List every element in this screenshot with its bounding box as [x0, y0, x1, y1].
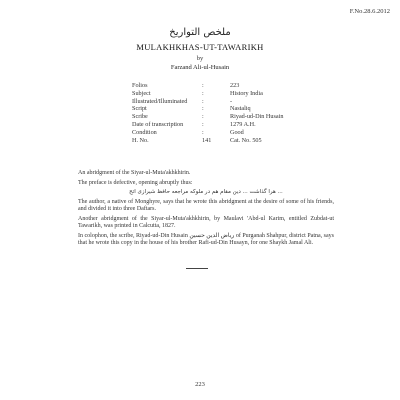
arabic-title: ملخص التواريخ [169, 27, 231, 38]
metadata-row [132, 105, 322, 113]
metadata-row [132, 129, 322, 137]
description-paragraph: An abridgment of the Siyar-ul-Muta'akhkhirin. [78, 170, 191, 176]
by-line: by [196, 55, 204, 62]
page-number: 223 [195, 381, 205, 388]
separator-line [186, 268, 208, 269]
metadata-colon: 141 [202, 136, 212, 144]
metadata-colon: : [202, 105, 204, 113]
description-paragraph: The author, a native of Monghyre, says that he wrote this abridgment at the desire of some of his friends, and divided it into three Daftars. [78, 198, 334, 212]
metadata-value: Riyad-ud-Din Husain [230, 113, 284, 121]
metadata-value: - [230, 97, 233, 105]
metadata-label: Date of transcription [132, 120, 184, 128]
metadata-row [132, 82, 322, 90]
metadata-value: Good [230, 128, 244, 136]
metadata-label: Subject [132, 89, 151, 97]
metadata-colon: : [202, 82, 204, 89]
metadata-row [132, 137, 322, 145]
metadata-value: History India [230, 89, 263, 97]
page-title: MULAKHKHAS-UT-TAWARIKH [136, 42, 264, 52]
description-paragraph: The preface is defective, opening abruptly thus: [78, 179, 193, 186]
metadata-label: Scribe [132, 113, 148, 121]
metadata-value: Cat. No. 505 [230, 136, 262, 144]
metadata-label: Condition [132, 128, 157, 136]
author-name: Farzand Ali-ul-Husain [170, 64, 230, 71]
metadata-label: Illustrated/Illuminated [132, 97, 188, 105]
metadata-label: Folios [132, 82, 148, 89]
description-body [78, 170, 334, 250]
metadata-colon: : [202, 97, 204, 105]
metadata-value: 223 [230, 82, 240, 89]
metadata-label: Script [132, 105, 147, 113]
metadata-value: 1279 A.H. [230, 120, 256, 128]
description-paragraph: In colophon, the scribe, Riyad-ud-Din Husain ریاض الدین حسین of Purganah Shahpur, district Patna, says that he wrote this copy in the house of his brother Rafi-ud-Din Husayn, for one Shaykh Jamal Ali. [78, 232, 334, 246]
metadata-colon: : [202, 89, 204, 97]
metadata-row [132, 113, 322, 121]
metadata-row [132, 98, 322, 106]
metadata-colon: : [202, 128, 204, 136]
metadata-table [132, 82, 322, 144]
metadata-label: H. No. [132, 136, 149, 144]
arabic-quote: ... هرا گذاشت ... دین مقام هم در ملوکه مراجعه حافظ شیرازی اتح [129, 189, 283, 195]
metadata-colon: : [202, 120, 204, 128]
metadata-value: Nastaliq [230, 105, 251, 113]
description-paragraph: Another abridgment of the Siyar-ul-Muta'akhkhirin, by Maulavi 'Abd-ul Karim, entitled Zubdat-ut Tawarikh, was printed in Calcutta, 1827. [78, 215, 334, 229]
reference-code: F.No.28.6.2012 [349, 8, 390, 15]
metadata-row [132, 90, 322, 98]
metadata-colon: : [202, 113, 204, 121]
metadata-row [132, 121, 322, 129]
